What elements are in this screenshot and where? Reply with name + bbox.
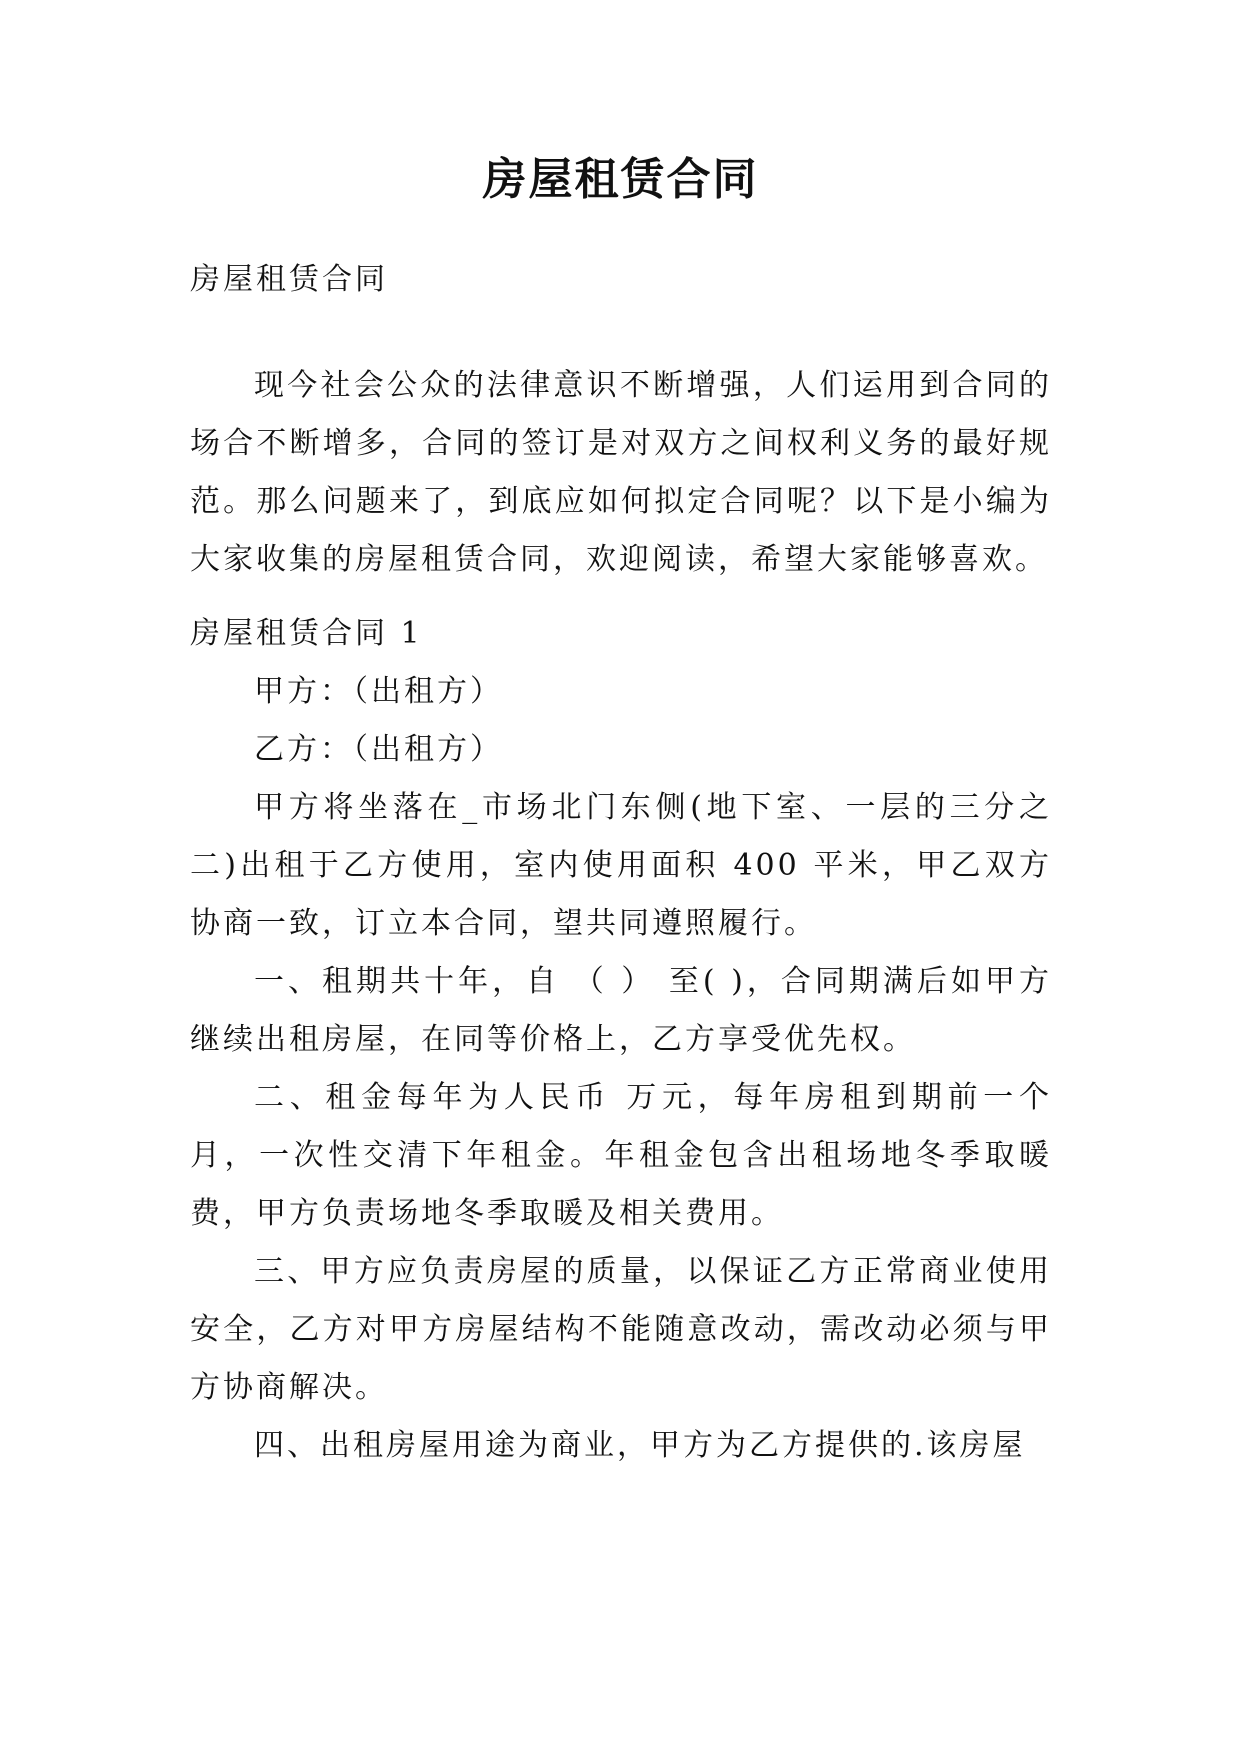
clause-intro: 甲方将坐落在_市场北门东侧(地下室、一层的三分之二)出租于乙方使用，室内使用面积 400 平米，甲乙双方协商一致，订立本合同，望共同遵照履行。 — [190, 790, 1052, 941]
contract-body — [190, 605, 1052, 1475]
clause-4: 四、出租房屋用途为商业，甲方为乙方提供的.该房屋 — [254, 1428, 1026, 1463]
clause-2: 二、租金每年为人民币 万元，每年房租到期前一个月，一次性交清下年租金。年租金包含出租场地冬季取暖费，甲方负责场地冬季取暖及相关费用。 — [190, 1080, 1052, 1231]
section-heading: 房屋租赁合同 1 — [190, 616, 423, 651]
document-title: 房屋租赁合同 — [482, 154, 759, 205]
clause-1: 一、租期共十年，自 （ ） 至( )，合同期满后如甲方继续出租房屋，在同等价格上，乙方享受优先权。 — [190, 964, 1052, 1057]
intro-text: 现今社会公众的法律意识不断增强，人们运用到合同的场合不断增多，合同的签订是对双方之间权利义务的最好规范。那么问题来了，到底应如何拟定合同呢？以下是小编为大家收集的房屋租赁合同，欢迎阅读，希望大家能够喜欢。 — [190, 368, 1052, 577]
clause-3: 三、甲方应负责房屋的质量，以保证乙方正常商业使用安全，乙方对甲方房屋结构不能随意改动，需改动必须与甲方协商解决。 — [190, 1254, 1052, 1405]
document-subtitle — [190, 251, 1052, 309]
intro-paragraph — [190, 357, 1052, 589]
party-b-line: 乙方：（出租方） — [254, 732, 503, 767]
subtitle-text: 房屋租赁合同 — [190, 262, 388, 297]
party-a-line: 甲方：（出租方） — [254, 674, 503, 709]
